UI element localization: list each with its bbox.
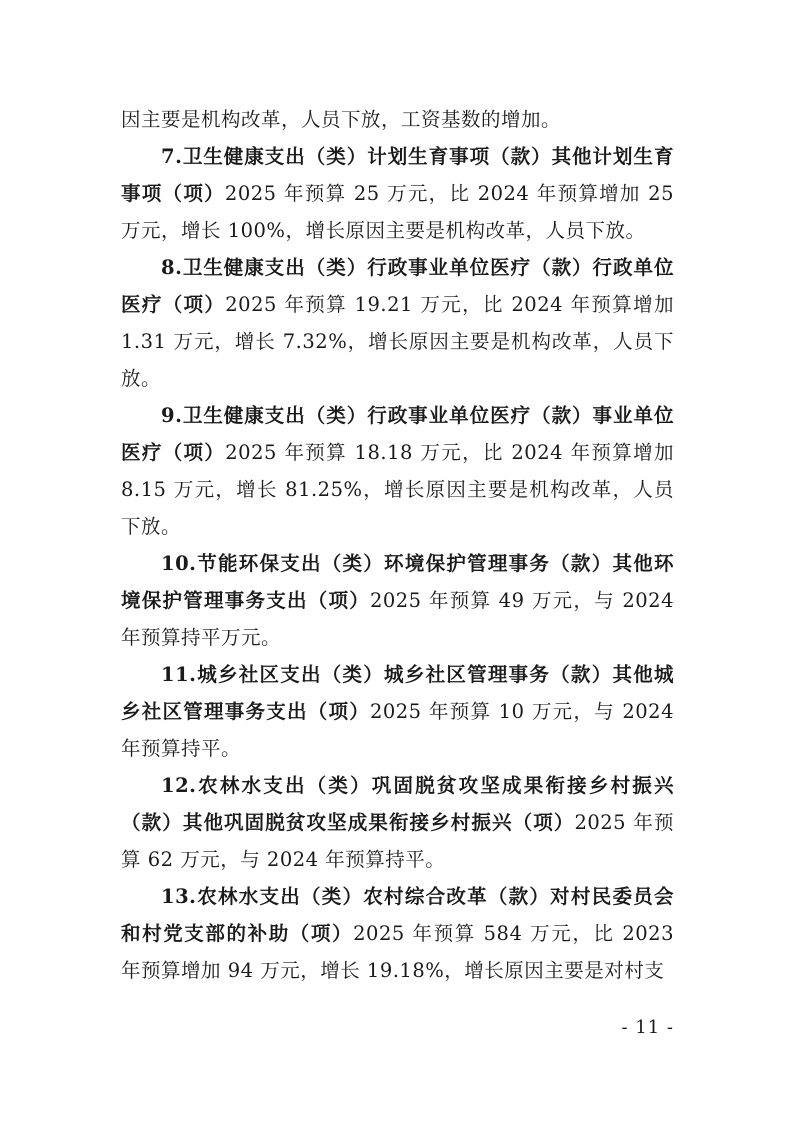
item-heading: 7.卫生健康支出（类）计划生育事项（款）其他计划生育事项（项） [121, 145, 674, 205]
page-number: - 11 - [621, 1017, 674, 1038]
item-text: 2025 年预算 18.18 万元，比 2024 年预算增加 8.15 万元，增长 81.25%，增长原因主要是机构改革，人员下放。 [121, 441, 674, 538]
item-text: 2025 年预算 49 万元，与 2024 年预算持平万元。 [121, 589, 674, 649]
item-heading: 10.节能环保支出（类）环境保护管理事务（款）其他环境保护管理事务支出（项） [121, 552, 674, 612]
budget-item-11 [121, 656, 674, 767]
continuation-paragraph: 因主要是机构改革，人员下放，工资基数的增加。 [121, 108, 562, 131]
item-heading: 13.农林水支出（类）农村综合改革（款）对村民委员会和村党支部的补助（项） [121, 885, 674, 945]
budget-item-12 [121, 767, 674, 878]
item-text: 2025 年预算 19.21 万元，比 2024 年预算增加 1.31 万元，增长 7.32%，增长原因主要是机构改革，人员下放。 [121, 293, 674, 390]
budget-item-13 [121, 878, 674, 989]
item-text: 2025 年预算 62 万元，与 2024 年预算持平。 [121, 811, 674, 871]
budget-item-8 [121, 249, 674, 397]
item-heading: 11.城乡社区支出（类）城乡社区管理事务（款）其他城乡社区管理事务支出（项） [121, 663, 674, 723]
item-heading: 8.卫生健康支出（类）行政事业单位医疗（款）行政单位医疗（项） [121, 256, 674, 316]
item-heading: 9.卫生健康支出（类）行政事业单位医疗（款）事业单位医疗（项） [121, 404, 674, 464]
item-text: 2025 年预算 584 万元，比 2023 年预算增加 94 万元，增长 19.18%，增长原因主要是对村支 [121, 922, 674, 982]
document-body [121, 101, 674, 989]
budget-item-7 [121, 138, 674, 249]
item-heading: 12.农林水支出（类）巩固脱贫攻坚成果衔接乡村振兴（款）其他巩固脱贫攻坚成果衔接乡村振兴（项） [121, 774, 674, 834]
budget-item-9 [121, 397, 674, 545]
item-text: 2025 年预算 25 万元，比 2024 年预算增加 25 万元，增长 100%，增长原因主要是机构改革，人员下放。 [121, 182, 674, 242]
budget-item-10 [121, 545, 674, 656]
item-text: 2025 年预算 10 万元，与 2024 年预算持平。 [121, 700, 674, 760]
